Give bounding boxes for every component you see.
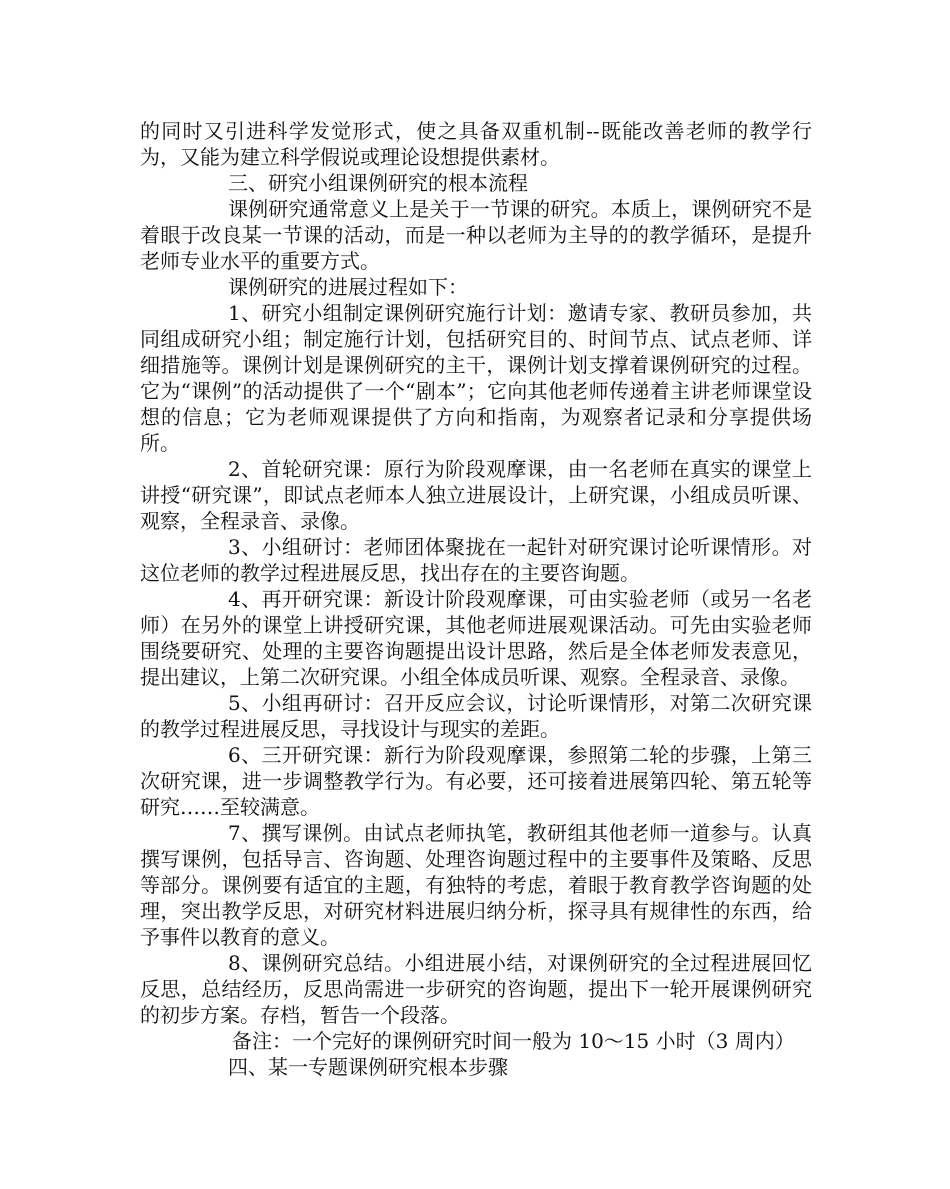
list-item-step-3: 3、小组研讨：老师团体聚拢在一起针对研究课讨论听课情形。对这位老师的教学过程进展反思，找出存在的主要咨询题。 — [140, 535, 812, 585]
section-heading-4: 四、某一专题课例研究根本步骤 — [228, 1055, 508, 1079]
list-item-step-2: 2、首轮研究课：原行为阶段观摩课，由一名老师在真实的课堂上讲授“研究课”，即试点老师本人独立进展设计，上研究课，小组成员听课、观察，全程录音、录像。 — [140, 457, 812, 533]
list-item-step-8: 8、课例研究总结。小组进展小结，对课例研究的全过程进展回忆反思，总结经历，反思尚需进一步研究的咨询题，提出下一轮开展课例研究的初步方案。存档，暂告一个段落。 — [140, 951, 812, 1027]
list-item-step-1: 1、研究小组制定课例研究施行计划：邀请专家、教研员参加，共同组成研究小组；制定施行计划，包括研究目的、时间节点、试点老师、详细措施等。课例计划是课例研究的主干，课例计划支撑着课例研究的过程。它为“课例”的活动提供了一个“剧本”；它向其他老师传递着主讲老师课堂设想的信息；它为老师观课提供了方向和指南，为观察者记录和分享提供场所。 — [140, 301, 812, 455]
paragraph-intro: 课例研究通常意义上是关于一节课的研究。本质上，课例研究不是着眼于改良某一节课的活动，而是一种以老师为主导的的教学循环，是提升老师专业水平的重要方式。 — [140, 197, 812, 273]
note-paragraph: 备注：一个完好的课例研究时间一般为 10～15 小时（3 周内） — [232, 1029, 795, 1053]
list-item-step-7: 7、撰写课例。由试点老师执笔，教研组其他老师一道参与。认真撰写课例，包括导言、咨询题、处理咨询题过程中的主要事件及策略、反思等部分。课例要有适宜的主题，有独特的考虑，着眼于教育教学咨询题的处理，突出教学反思，对研究材料进展归纳分析，探寻具有规律性的东西，给予事件以教育的意义。 — [140, 821, 812, 949]
paragraph-process-lead: 课例研究的进展过程如下： — [228, 275, 468, 299]
paragraph-continuation: 的同时又引进科学发觉形式，使之具备双重机制--既能改善老师的教学行为，又能为建立科学假说或理论设想提供素材。 — [140, 119, 812, 169]
document-body — [140, 118, 812, 1080]
list-item-step-5: 5、小组再研讨：召开反应会议，讨论听课情形，对第二次研究课的教学过程进展反思，寻找设计与现实的差距。 — [140, 691, 812, 741]
list-item-step-4: 4、再开研究课：新设计阶段观摩课，可由实验老师（或另一名老师）在另外的课堂上讲授研究课，其他老师进展观课活动。可先由实验老师围绕要研究、处理的主要咨询题提出设计思路，然后是全体老师发表意见，提出建议，上第二次研究课。小组全体成员听课、观察。全程录音、录像。 — [140, 587, 812, 689]
list-item-step-6: 6、三开研究课：新行为阶段观摩课，参照第二轮的步骤，上第三次研究课，进一步调整教学行为。有必要，还可接着进展第四轮、第五轮等研究……至较满意。 — [140, 743, 812, 819]
section-heading-3: 三、研究小组课例研究的根本流程 — [228, 171, 528, 195]
